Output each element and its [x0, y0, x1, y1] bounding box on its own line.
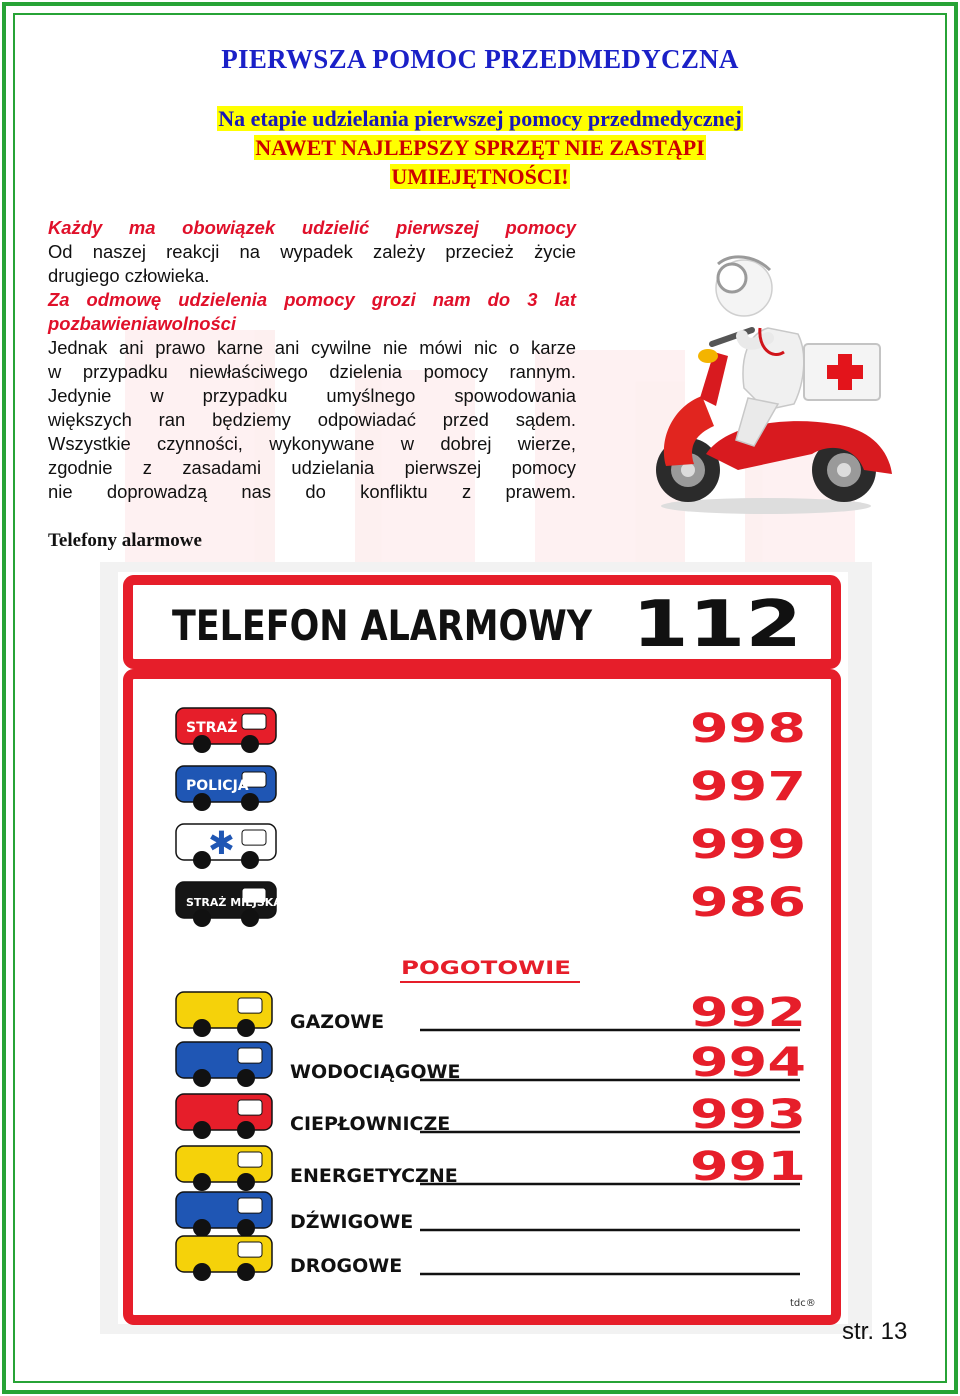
emergency-vehicle-wheel [237, 1219, 255, 1237]
service-vehicle-wheel [241, 793, 259, 811]
emergency-phone-poster [100, 562, 872, 1334]
emergency-vehicle-wheel [193, 1069, 211, 1087]
poster-header-label: TELEFON ALARMOWY [172, 601, 593, 650]
service-vehicle-wheel [241, 851, 259, 869]
scooter-medic-illustration [636, 248, 906, 518]
penalty-statement: Za odmowę udzielenia pomocy grozi nam do 3 lat [48, 289, 576, 310]
body-line: w przypadku niewłaściwego dzielenia pomocy rannym. [48, 361, 576, 382]
emergency-number: 994 [690, 1040, 806, 1086]
poster-brand: tdc® [790, 1298, 816, 1309]
highlight-line-3: UMIEJĘTNOŚCI! [391, 164, 569, 189]
service-vehicle-wheel [193, 735, 211, 753]
emergency-vehicle-wheel [237, 1173, 255, 1191]
emergency-vehicle-window [238, 1152, 262, 1167]
emergency-number: 992 [690, 990, 806, 1036]
phones-subheading: Telefony alarmowe [48, 530, 202, 551]
emergency-vehicle-wheel [193, 1219, 211, 1237]
emergency-vehicle-window [238, 1242, 262, 1257]
service-vehicle-wheel [241, 735, 259, 753]
service-number: 999 [690, 822, 806, 868]
emergency-label: CIEPŁOWNICZE [290, 1113, 451, 1135]
emergency-vehicle-wheel [193, 1019, 211, 1037]
service-number: 998 [690, 706, 806, 752]
service-vehicle-label: STRAŻ MIEJSKA [186, 896, 282, 909]
emergency-number: 993 [690, 1092, 806, 1138]
service-vehicle-wheel [193, 793, 211, 811]
ambulance-star-icon: ✱ [208, 824, 235, 862]
body-line: większych ran będziemy odpowiadać przed sądem. [48, 409, 576, 430]
emergency-label: GAZOWE [290, 1011, 385, 1033]
service-number: 997 [690, 764, 806, 810]
emergency-vehicle-window [238, 1048, 262, 1063]
emergency-vehicle-window [238, 998, 262, 1013]
emergency-vehicle-wheel [237, 1121, 255, 1139]
penalty-statement-end: pozbawieniawolności [48, 313, 237, 334]
page-number: str. 13 [842, 1318, 908, 1345]
emergency-vehicle-window [238, 1198, 262, 1213]
emergency-vehicle-window [238, 1100, 262, 1115]
service-vehicle-label: STRAŻ [186, 720, 238, 736]
emergency-vehicle-wheel [193, 1263, 211, 1281]
highlight-line-2: NAWET NAJLEPSZY SPRZĘT NIE ZASTĄPI [255, 135, 705, 160]
service-number: 986 [690, 880, 806, 926]
body-line: Od naszej reakcji na wypadek zależy przecież życie [48, 241, 576, 262]
emergency-number: 991 [690, 1144, 806, 1190]
emergency-label: DŹWIGOWE [290, 1211, 414, 1233]
highlight-block [0, 104, 960, 191]
service-vehicle-label: POLICJA [186, 778, 249, 794]
body-line: zgodnie z zasadami udzielania pierwszej pomocy [48, 457, 576, 478]
emergency-vehicle-wheel [193, 1173, 211, 1191]
service-vehicle-wheel [193, 909, 211, 927]
emergency-vehicle-wheel [193, 1121, 211, 1139]
service-vehicle-wheel [241, 909, 259, 927]
page-title: PIERWSZA POMOC PRZEDMEDYCZNA [221, 44, 739, 74]
emergency-vehicle-wheel [237, 1263, 255, 1281]
emergency-label: WODOCIĄGOWE [290, 1061, 461, 1083]
poster-header-number: 112 [632, 588, 802, 662]
body-line: Jedynie w przypadku umyślnego spowodowania [48, 385, 576, 406]
duty-statement: Każdy ma obowiązek udzielić pierwszej pomocy [48, 217, 576, 238]
body-line: drugiego człowieka. [48, 265, 210, 286]
emergency-label: ENERGETYCZNE [290, 1165, 458, 1187]
body-line: Wszystkie czynności, wykonywane w dobrej wierze, [48, 433, 576, 454]
poster-section-label: POGOTOWIE [401, 957, 571, 979]
service-vehicle-window [242, 714, 266, 729]
emergency-vehicle-wheel [237, 1069, 255, 1087]
body-line: Jednak ani prawo karne ani cywilne nie mówi nic o karze [48, 337, 576, 358]
body-line: nie doprowadzą nas do konfliktu z prawem. [48, 481, 576, 502]
highlight-line-1: Na etapie udzielania pierwszej pomocy przedmedycznej [218, 106, 742, 131]
service-vehicle-window [242, 830, 266, 845]
emergency-label: DROGOWE [290, 1255, 403, 1277]
emergency-vehicle-wheel [237, 1019, 255, 1037]
